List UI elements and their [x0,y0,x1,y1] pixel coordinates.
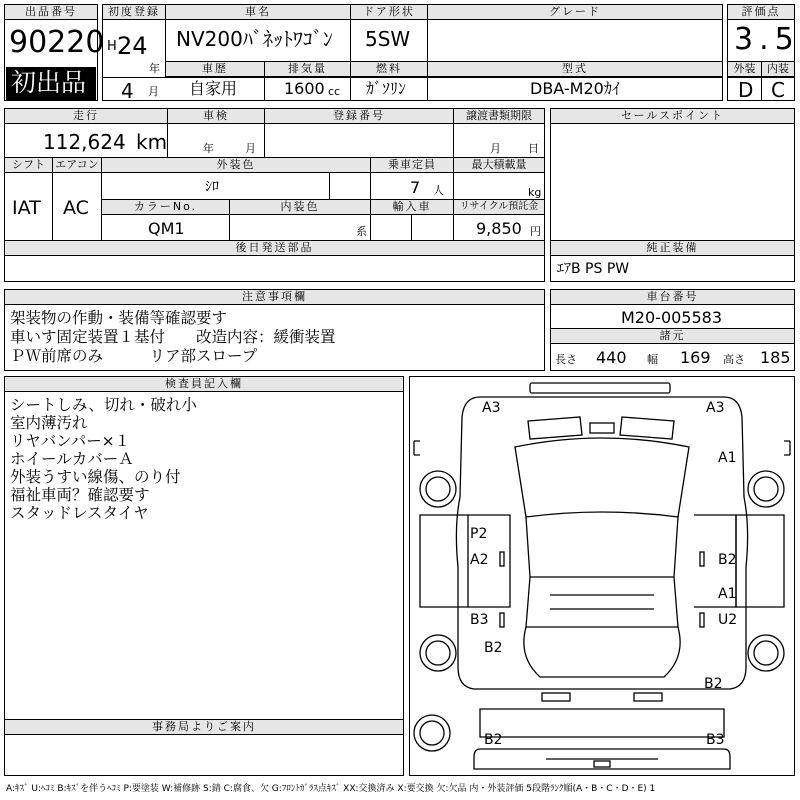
chassis-box [550,289,795,371]
transfer-day-unit: 日 [528,142,539,155]
max-load-label: 最大積載量 [454,158,544,173]
capacity-label: 乗車定員 [371,158,453,173]
genuine-label: 純正装備 [551,241,794,256]
door-label: ドア形状 [351,5,427,20]
era: H [107,39,117,54]
interior-grade: C [771,78,785,102]
later-parts-label: 後日発送部品 [5,241,544,256]
inspector-line: 外装うすい線傷、のり付 [10,468,181,486]
fuel-value: ｶﾞｿﾘﾝ [366,79,407,98]
notes-label: 注意事項欄 [5,290,544,305]
history-label: 車歴 [166,62,264,77]
damage-rear-left: B2 [484,732,503,748]
recycle-value: 9,850 [476,219,522,238]
damage-right-front-fender: A1 [718,450,737,466]
displacement-value: 1600 [284,79,325,98]
inspector-line: ホイールカバーＡ [10,450,134,468]
inspector-label: 検査員記入欄 [5,377,403,392]
int-color-label: 内装色 [230,200,370,215]
damage-right-rear-door-top: A1 [718,586,737,602]
inspector-line: 室内薄汚れ [10,414,88,432]
dims-label: 諸元 [551,328,794,344]
model-value: DBA-M20ｶｲ [530,79,620,98]
displacement-unit: cc [328,85,341,98]
interior-label: 内装 [762,62,794,77]
damage-left-rear: B3 [470,612,489,628]
max-load-unit: kg [528,186,542,199]
year: 24 [117,32,148,60]
int-color-unit: 系 [356,225,367,238]
first-listing-text: 初出品 [11,68,87,97]
color-no-value: QM1 [148,219,185,238]
month-unit: 月 [148,85,159,98]
mileage-value: 112,624 [43,130,126,154]
height-label: 高さ [723,353,745,366]
damage-left-front-door-top: P2 [470,526,488,542]
door-type: 5SW [365,27,411,51]
car-diagram-box [409,376,795,776]
score-value: 3.5 [734,22,800,57]
model-label: 型式 [428,62,722,77]
car-name-label: 車名 [166,5,350,20]
legend: A:ｷｽﾞ U:ﾍｺﾐ B:ｷｽﾞを伴うﾍｺﾐ P:要塗装 W:補修跡 S:錆 C:腐食、欠 G:ﾌﾛﾝﾄｶﾞﾗｽ点ｷｽﾞ XX:交換済み X:要交換 欠:欠品 内・外装評価 5段階ﾗﾝｸ順(A・B・C・D・E) 1 [6,784,656,794]
car-name: NV200ﾊﾞﾈｯﾄﾜｺﾞﾝ [176,27,333,51]
fuel-label: 燃料 [351,62,427,77]
damage-right-rear-fender: B2 [704,676,723,692]
notes-line: 車いす固定装置１基付 改造内容：緩衝装置 [10,328,336,346]
first-reg-label: 初度登録 [103,5,165,20]
damage-front-right: A3 [706,400,725,416]
damage-right-rear-door: U2 [718,612,738,628]
ac-value: AC [63,197,89,219]
notes-box [4,289,545,371]
chassis-number: M20-005583 [621,308,723,327]
inspector-line: シートしみ、切れ・破れ小 [10,396,197,414]
shift-value: IAT [12,197,41,219]
notes-line: ＰＷ前席のみ リア部スロープ [10,347,258,365]
exterior-label: 外装 [728,62,761,77]
mileage-label: 走行 [5,109,167,124]
width-value: 169 [680,348,711,367]
damage-left-front-door: A2 [470,552,489,568]
width-label: 幅 [647,353,658,366]
lot-number: 90220 [9,25,105,60]
exterior-grade: D [738,78,754,102]
ext-color-value: ｼﾛ [205,179,219,195]
inspector-line: 福祉車両？確認要す [10,486,150,504]
transfer-month-unit: 月 [490,142,501,155]
grade-label: グレード [428,5,722,20]
recycle-unit: 円 [530,225,541,238]
inspector-box [4,376,404,776]
mileage-unit: km [136,130,168,154]
ac-label: エアコン [53,158,101,173]
office-label: 事務局よりご案内 [5,719,403,735]
displacement-label: 排気量 [265,62,350,77]
lot-number-label: 出品番号 [5,5,97,20]
height-value: 185 [760,348,791,367]
inspection-label: 車検 [168,109,264,124]
damage-left-rear-fender: B2 [484,640,503,656]
inspection-month-unit: 月 [245,142,256,155]
sales-point-label: セールスポイント [551,109,794,124]
length-label: 長さ [555,353,577,366]
month: 4 [121,79,134,103]
inspector-line: スタッドレスタイヤ [10,504,149,522]
notes-line: 架装物の作動・装備等確認要す [10,309,228,327]
length-value: 440 [596,348,627,367]
inspection-year-unit: 年 [203,142,214,155]
import-label: 輸入車 [371,200,453,215]
chassis-label: 車台番号 [551,290,794,305]
reg-no-label: 登録番号 [265,109,453,124]
damage-right-front-door: B2 [718,552,737,568]
score-label: 評価点 [728,5,794,20]
transfer-doc-label: 譲渡書類期限 [454,109,544,124]
recycle-label: リサイクル預託金 [454,200,544,215]
capacity-unit: 人 [433,184,444,197]
history-value: 自家用 [189,79,238,98]
year-unit: 年 [149,62,160,75]
damage-rear-right: B3 [706,732,725,748]
capacity-value: 7 [410,178,421,197]
ext-color-label: 外装色 [102,158,370,173]
lot-number-box [4,4,105,101]
damage-front-left: A3 [482,400,501,416]
shift-label: シフト [5,158,52,173]
color-no-label: カラーNo. [102,200,229,215]
inspector-line: リヤバンパー×１ [10,432,131,450]
genuine-value: ｴｱB PS PW [557,261,630,277]
car-diagram [410,377,794,775]
